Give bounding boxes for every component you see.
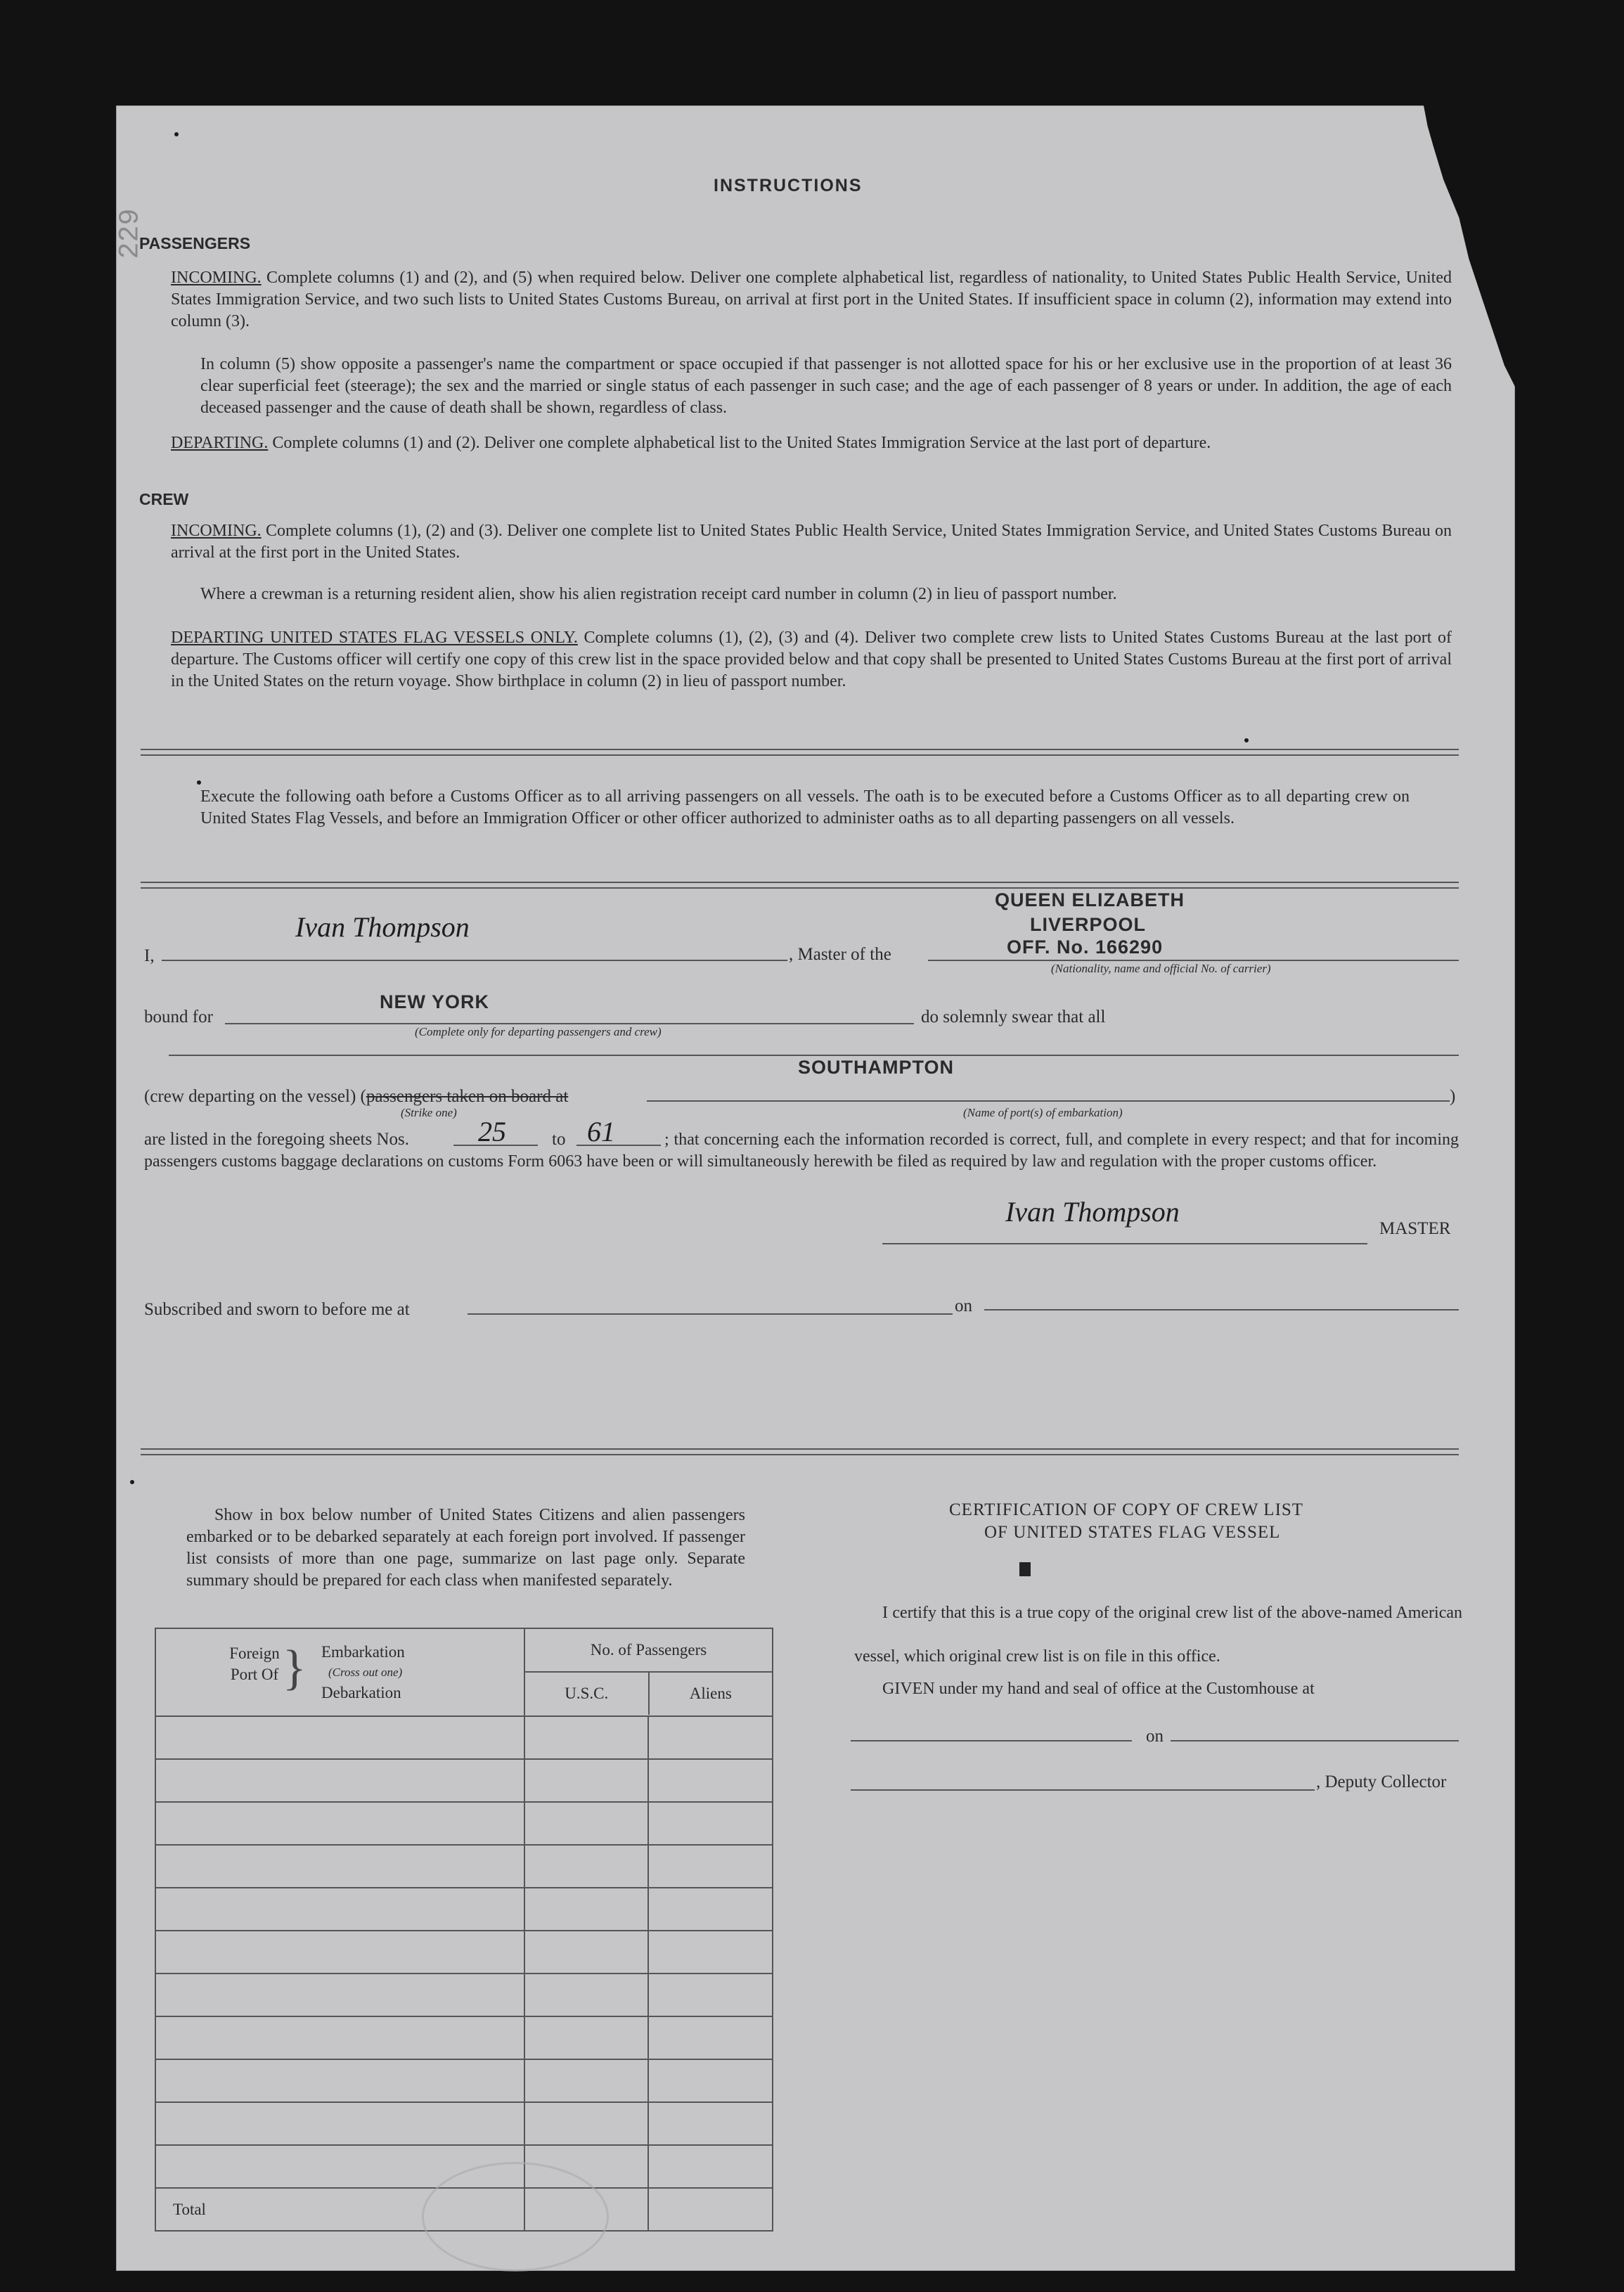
vessel-port-stamp: LIVERPOOL xyxy=(1030,914,1147,935)
table-row xyxy=(155,1716,773,1759)
certification-text: I certify that this is a true copy of the original crew list of the above-named American vessel, which original crew list is on file in this office. xyxy=(854,1604,1462,1666)
bound-for-line xyxy=(225,1023,914,1024)
certification-on-label: on xyxy=(1146,1727,1164,1746)
certification-given-text: GIVEN under my hand and seal of office at the Customhouse at xyxy=(882,1680,1315,1698)
divider xyxy=(141,749,1459,756)
table-row xyxy=(155,2059,773,2102)
bound-for-stamp: NEW YORK xyxy=(380,991,490,1012)
passengers-column5-text: In column (5) show opposite a passenger's name the compartment or space occupied if that passenger is not allotted space for his or her exclusive use in the proportion of at least 36 clear superficial feet (steerage); the sex and the married or single status of each passenger in such case; and the age of each passenger of 8 years or under. In addition, the age of each deceased passenger and the cause of death shall be shown, regardless of class. xyxy=(200,355,1452,417)
no-passengers-label: No. of Passengers xyxy=(525,1629,772,1673)
passengers-departing-paragraph xyxy=(171,432,1452,454)
deputy-signature-line xyxy=(851,1789,1315,1791)
blank-line xyxy=(169,1055,1459,1056)
crew-departing-paragraph xyxy=(171,627,1452,693)
summary-instructions: Show in box below number of United States Citizens and alien passengers embarked or to be debarked separately at each foreign port involved. If passenger list consists of more than one page, summarize on last page only. Separate summary should be prepared for each class when manifested separately. xyxy=(186,1506,745,1590)
cross-out-caption: (Cross out one) xyxy=(328,1666,403,1679)
table-row xyxy=(155,1931,773,1974)
divider xyxy=(141,882,1459,889)
scan-dot xyxy=(197,780,201,785)
oath-intro: Execute the following oath before a Customs Officer as to all arriving passengers on all vessels. The oath is to be executed before a Customs Officer as to all departing crew on United States Flag Vessels, and before an Immigration Officer or other officer authorized to administer oaths as to all departing passengers on all vessels. xyxy=(200,787,1410,828)
table-row xyxy=(155,1802,773,1845)
faint-seal xyxy=(422,2162,609,2272)
swear-text: do solemnly swear that all xyxy=(921,1007,1106,1026)
embarkation-label: Embarkation xyxy=(321,1643,405,1661)
master-of-the-label: , Master of the xyxy=(789,945,891,964)
oath-i-label: I, xyxy=(144,946,155,965)
sheets-text: ; that concerning each the information recorded is correct, full, and complete in every respect; and that for incoming passengers customs baggage declarations on customs Form 6063 have been or will simultaneously herewith be filed as required by law and regulation with the proper customs officer. xyxy=(144,1131,1459,1171)
master-signature: Ivan Thompson xyxy=(295,911,470,943)
certification-title-2: OF UNITED STATES FLAG VESSEL xyxy=(984,1523,1281,1542)
crew-incoming-paragraph xyxy=(171,520,1452,564)
divider xyxy=(141,1448,1459,1455)
crew-departing-label: DEPARTING UNITED STATES FLAG VESSELS ONLY. xyxy=(171,629,578,647)
bound-caption: (Complete only for departing passengers and crew) xyxy=(415,1025,662,1038)
subscribed-place-line xyxy=(468,1313,953,1315)
sheets-label: are listed in the foregoing sheets Nos. xyxy=(144,1130,409,1149)
certification-date-line xyxy=(1171,1740,1459,1741)
passengers-heading: PASSENGERS xyxy=(139,234,251,252)
close-paren: ) xyxy=(1450,1087,1456,1106)
crew-resident-alien-text: Where a crewman is a returning resident alien, show his alien registration receipt card number in column (2) in lieu of passport number. xyxy=(200,585,1117,603)
scan-dot xyxy=(1244,738,1249,742)
crew-incoming-label: INCOMING. xyxy=(171,522,262,540)
crew-incoming-text: Complete columns (1), (2) and (3). Deliver one complete list to United States Public Health Service, United States Immigration Service, and United States Customs Bureau on arrival at the first port in the United States. xyxy=(171,522,1452,562)
table-row xyxy=(155,2016,773,2059)
table-row xyxy=(155,1845,773,1888)
bound-for-label: bound for xyxy=(144,1007,213,1026)
sheet-to-value: 61 xyxy=(587,1116,615,1147)
aliens-label: Aliens xyxy=(689,1685,732,1702)
deputy-collector-label: , Deputy Collector xyxy=(1316,1772,1447,1791)
passengers-struck: passengers taken on board at xyxy=(366,1087,569,1106)
master-signature-line xyxy=(882,1243,1367,1244)
subscribed-on-label: on xyxy=(955,1296,972,1315)
passengers-departing-text: Complete columns (1) and (2). Deliver one complete alphabetical list to the United States Immigration Service at the last port of departure. xyxy=(272,434,1211,452)
strike-caption: (Strike one) xyxy=(401,1106,457,1119)
certification-title-1: CERTIFICATION OF COPY OF CREW LIST xyxy=(949,1500,1304,1519)
page-title: INSTRUCTIONS xyxy=(714,176,863,195)
table-row xyxy=(155,1759,773,1802)
vessel-name-stamp: QUEEN ELIZABETH xyxy=(995,889,1185,910)
usc-label: U.S.C. xyxy=(525,1673,650,1715)
crew-heading: CREW xyxy=(139,490,189,508)
table-row xyxy=(155,1888,773,1931)
passengers-incoming-paragraph xyxy=(171,267,1452,333)
passenger-summary-table xyxy=(155,1628,773,2232)
customhouse-line xyxy=(851,1740,1132,1741)
vessel-official-number-stamp: OFF. No. 166290 xyxy=(1007,936,1164,958)
master-name-line xyxy=(162,960,787,961)
scan-dot xyxy=(174,132,179,136)
sheets-to-label: to xyxy=(552,1130,566,1149)
vessel-line xyxy=(928,960,1459,961)
embarkation-line xyxy=(647,1100,1450,1102)
total-label: Total xyxy=(155,2188,524,2231)
passengers-header-cell xyxy=(524,1628,773,1716)
page-number: 229 xyxy=(115,208,147,259)
table-row xyxy=(155,2102,773,2145)
embarkation-port-stamp: SOUTHAMPTON xyxy=(798,1057,955,1078)
passengers-departing-label: DEPARTING. xyxy=(171,434,269,452)
crew-departing-label: (crew departing on the vessel) (passengers taken on board at xyxy=(144,1087,569,1106)
subscribed-date-line xyxy=(984,1309,1459,1311)
passengers-incoming-label: INCOMING. xyxy=(171,269,262,287)
table-header-row xyxy=(155,1628,773,1716)
brace-glyph: } xyxy=(283,1641,307,1695)
check-mark-icon xyxy=(1019,1562,1031,1576)
embarkation-caption: (Name of port(s) of embarkation) xyxy=(963,1106,1123,1119)
nationality-caption: (Nationality, name and official No. of carrier) xyxy=(1051,962,1271,975)
passengers-incoming-text: Complete columns (1) and (2), and (5) when required below. Deliver one complete alphabetical list, regardless of nationality, to United States Public Health Service, United States Immigration Service, and two such lists to United States Customs Bureau, on arrival at first port in the United States. If insufficient space in column (2), information may extend into column (3). xyxy=(171,269,1452,330)
table-row xyxy=(155,1974,773,2016)
subscribed-label: Subscribed and sworn to before me at xyxy=(144,1300,410,1319)
master-signature-2: Ivan Thompson xyxy=(1005,1196,1180,1228)
foreign-port-label: Foreign Port Of xyxy=(229,1644,280,1683)
debarkation-label: Debarkation xyxy=(321,1684,401,1701)
crew-departing-text: Complete columns (1), (2), (3) and (4). Deliver two complete crew lists to United States Customs Bureau at the last port of departure. The Customs officer will certify one copy of this crew list in the space provided below and that copy shall be presented to United States Customs Bureau at the first port of arrival in the United States on the return voyage. Show birthplace in column (2) in lieu of passport number. xyxy=(171,629,1452,690)
port-header-cell xyxy=(155,1628,524,1716)
sheet-from-value: 25 xyxy=(478,1116,506,1147)
scan-dot xyxy=(130,1480,134,1484)
master-label: MASTER xyxy=(1379,1219,1451,1238)
